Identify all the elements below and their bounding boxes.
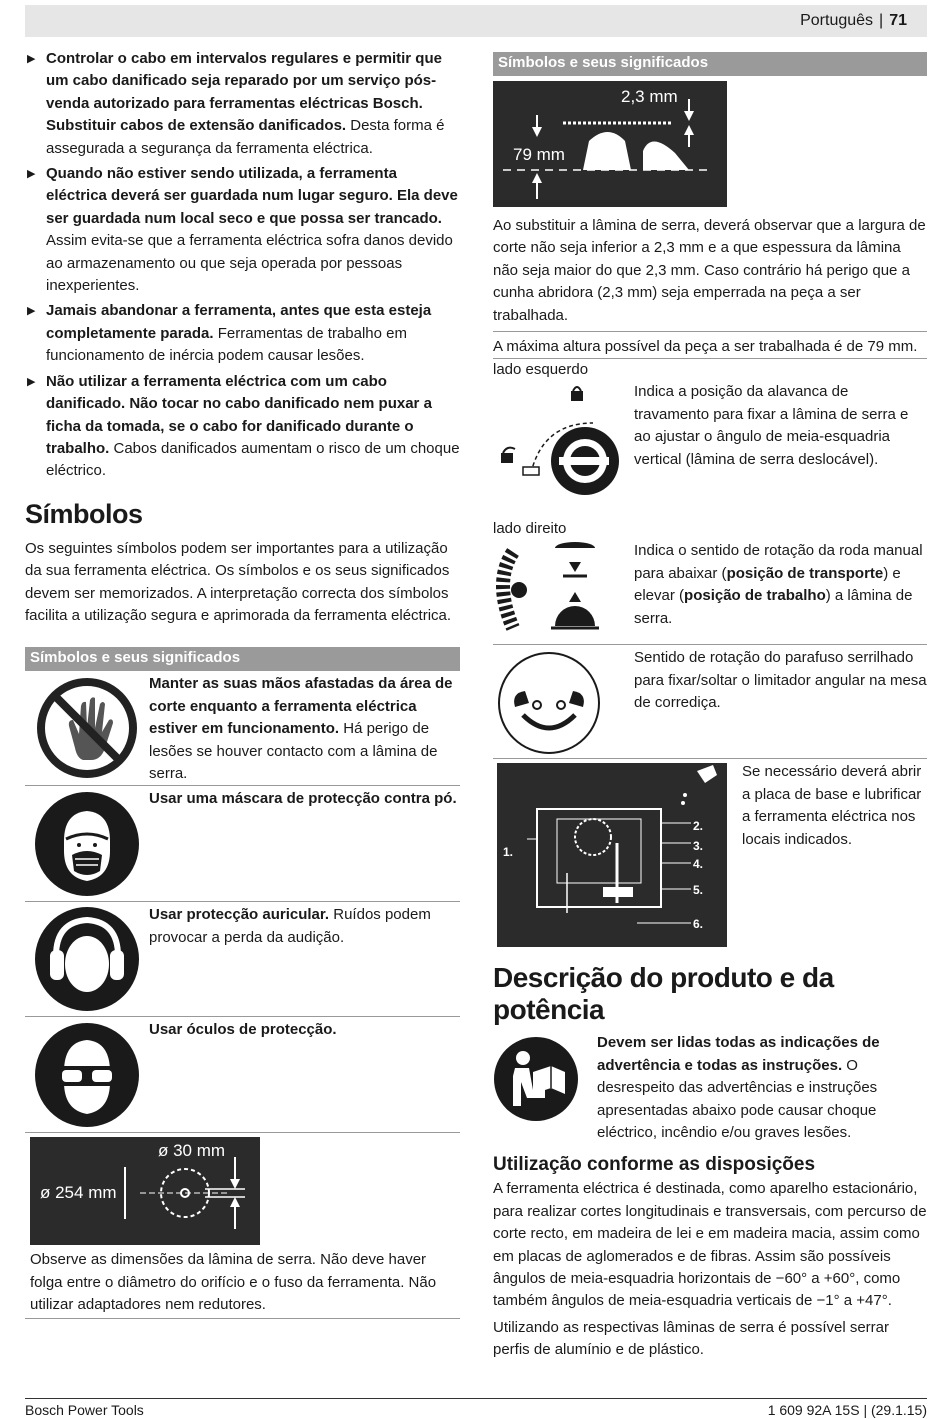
- left-side-label: lado esquerdo: [493, 361, 589, 379]
- product-description-title: Descrição do produto e da potência: [493, 962, 834, 1026]
- blade-diameter-label: ø 254 mm: [40, 1183, 117, 1203]
- symbol-bold: Manter as suas mãos afastadas da área de corte enquanto a ferramenta eléctrica estiver em funcionamento.: [149, 675, 453, 738]
- blade-dimensions-figure: [30, 1137, 260, 1245]
- symbols-table-header: Símbolos e seus significados: [493, 52, 927, 76]
- read-manual-icon: [493, 1036, 579, 1127]
- lube-label-4: 4.: [693, 857, 704, 872]
- screw-block: [493, 644, 927, 758]
- symbol-bold: Usar protecção auricular.: [149, 906, 330, 924]
- bullet-bold: Não utilizar a ferramenta eléctrica com um cabo danificado. Não tocar no cabo danificado nem puxar a ficha da tomada, se o cabo for danificado durante o trabalho.: [46, 372, 432, 457]
- right-side-text-part: ) a lâmina de serra.: [634, 587, 913, 627]
- symbols-table-header: Símbolos e seus significados: [25, 647, 460, 671]
- footer-left: Bosch Power Tools: [25, 1402, 144, 1418]
- bullet-text: Desta forma é assegurada a segurança da ferramenta eléctrica.: [46, 117, 445, 157]
- symbol-description: [149, 671, 460, 785]
- lube-label-1: 1.: [503, 845, 514, 860]
- bullet-text: Cabos danificados aumentam o risco de um choque eléctrico.: [46, 439, 460, 480]
- thickness-label: 2,3 mm: [621, 87, 678, 106]
- read-instructions-text: [597, 1032, 927, 1144]
- right-side-text-bold: posição de transporte: [726, 564, 884, 582]
- page-number: 71: [889, 12, 907, 29]
- no-hands-icon: [25, 671, 149, 785]
- lube-label-3: 3.: [693, 839, 704, 854]
- bullet-bold: Controlar o cabo em intervalos regulares e permitir que um cabo danificado seja reparado por um serviço pós-venda autorizado para ferramentas eléctricas Bosch. Substituir cabos de extensão danificados.: [46, 50, 442, 135]
- right-side-text: [634, 540, 927, 630]
- intended-use-text: A ferramenta eléctrica é destinada, como aparelho estacionário, para realizar cortes longitudinais e transversais, com percurso de corte recto, em madeira de lei e em madeira macia, assim como em placas de aglomerados e de fibras. Assim são possíveis ângulos de meia-esquadria horizontais de −60° a +60°, como também ângulos de meia-esquadria verticais de −1° a +47°.: [493, 1180, 927, 1310]
- lubrication-block: [493, 758, 927, 948]
- footer-divider: [25, 1398, 927, 1399]
- simbolos-intro: Os seguintes símbolos podem ser importantes para a utilização da sua ferramenta eléctrica. Os símbolos e os seus significados devem ser memorizados. A interpretação correcta dos símbolos facilita a utilização segura e aprimorada da ferramenta eléctrica.: [25, 539, 452, 624]
- intended-use-title: Utilização conforme as disposições: [493, 1154, 816, 1176]
- riving-text: Ao substituir a lâmina de serra, deverá observar que a largura de corte não seja inferior a 2,3 mm e a que espessura da lâmina não seja maior do que 2,3 mm. Caso contrário há perigo que a cunha abridora (2,3 mm) seja emperrada na peça a ser trabalhada.: [493, 217, 926, 324]
- left-side-text: Indica a posição da alavanca de travamento para fixar a lâmina de serra e ao ajustar o ângulo de meia-esquadria vertical (lâmina de serra deslocável).: [634, 383, 909, 468]
- right-side-text-part: Indica o sentido de rotação da roda manual para abaixar (: [634, 542, 923, 582]
- symbol-row: [25, 1017, 460, 1133]
- bullet-item: [25, 300, 460, 367]
- symbol-text: Há perigo de lesões se houver contacto com a lâmina de serra.: [149, 720, 438, 782]
- safety-goggles-icon: [25, 1017, 149, 1132]
- bullet-item: [25, 48, 460, 160]
- right-side-label: lado direito: [493, 520, 567, 538]
- dust-mask-icon: [25, 786, 149, 901]
- ear-protection-icon: [25, 902, 149, 1016]
- symbol-row: [25, 671, 460, 786]
- right-side-text-bold: posição de trabalho: [684, 587, 826, 605]
- bullet-text: Assim evita-se que a ferramenta eléctrica sofra danos devido ao armazenamento ou que seja operada por pessoas inexperientes.: [46, 232, 453, 295]
- bullet-bold: Quando não estiver sendo utilizada, a ferramenta eléctrica deverá ser guardada num lugar seguro. Ela deve ser guardada num local seco e que possa ser trancado.: [46, 165, 458, 227]
- blade-bore-label: ø 30 mm: [158, 1141, 226, 1161]
- left-column: [25, 48, 460, 1319]
- symbol-row: [25, 902, 460, 1017]
- symbol-description: [149, 902, 460, 1016]
- lube-label-2: 2.: [693, 819, 704, 834]
- read-instructions-rest: O desrespeito das advertências e instruções apresentadas abaixo pode causar choque eléctrico, incêndio e/ou graves lesões.: [597, 1056, 878, 1142]
- symbol-text: Ruídos podem provocar a perda da audição.: [149, 906, 431, 946]
- symbol-description: [149, 1017, 337, 1132]
- bullet-item: [25, 371, 460, 483]
- lubrication-points-figure: [497, 763, 727, 947]
- header-language: Português: [800, 12, 874, 29]
- read-instructions-block: [493, 1032, 927, 1150]
- symbol-description: [149, 786, 457, 901]
- intended-use-text-2: Utilizando as respectivas lâminas de serra é possível serrar perfis de alumínio e de plástico.: [493, 1318, 889, 1359]
- page-header: [25, 5, 927, 37]
- right-side-text-part: ) e elevar (: [634, 564, 901, 605]
- section-title-simbolos: Símbolos: [25, 498, 143, 529]
- riving-knife-figure: [493, 81, 727, 207]
- height-label: 79 mm: [513, 145, 565, 164]
- bullet-item: [25, 163, 460, 297]
- knurled-screw-rotation-icon: [497, 651, 601, 760]
- lube-label-6: 6.: [693, 917, 704, 932]
- handwheel-rotation-icon: [493, 542, 623, 647]
- bullet-bold: Jamais abandonar a ferramenta, antes que esta esteja completamente parada.: [46, 302, 432, 342]
- locking-lever-icon: [493, 383, 619, 518]
- blade-dimensions-block: [25, 1133, 460, 1319]
- header-separator: |: [879, 12, 884, 29]
- blade-dimensions-text: Observe as dimensões da lâmina de serra. Não deve haver folga entre o diâmetro do orifício e o fuso da ferramenta. Não utilizar adaptadores nem redutores.: [30, 1251, 437, 1314]
- left-side-block: [493, 358, 927, 518]
- lubrication-text: Se necessário deverá abrir a placa de base e lubrificar a ferramenta eléctrica nos locais indicados.: [742, 763, 922, 848]
- max-height-text: A máxima altura possível da peça a ser trabalhada é de 79 mm.: [493, 331, 927, 358]
- symbol-row: [25, 786, 460, 902]
- right-column: [493, 52, 927, 1362]
- symbol-bold: Usar óculos de protecção.: [149, 1021, 337, 1039]
- read-instructions-bold: Devem ser lidas todas as indicações de advertência e todas as instruções.: [597, 1034, 880, 1074]
- lube-label-5: 5.: [693, 883, 704, 898]
- footer-right: 1 609 92A 15S | (29.1.15): [767, 1402, 927, 1418]
- right-side-block: [493, 518, 927, 644]
- symbol-bold: Usar uma máscara de protecção contra pó.: [149, 790, 457, 808]
- screw-text: Sentido de rotação do parafuso serrilhado para fixar/soltar o limitador angular na mesa de corrediça.: [634, 649, 927, 712]
- bullet-text: Ferramentas de trabalho em funcionamento de inércia podem causar lesões.: [46, 324, 407, 365]
